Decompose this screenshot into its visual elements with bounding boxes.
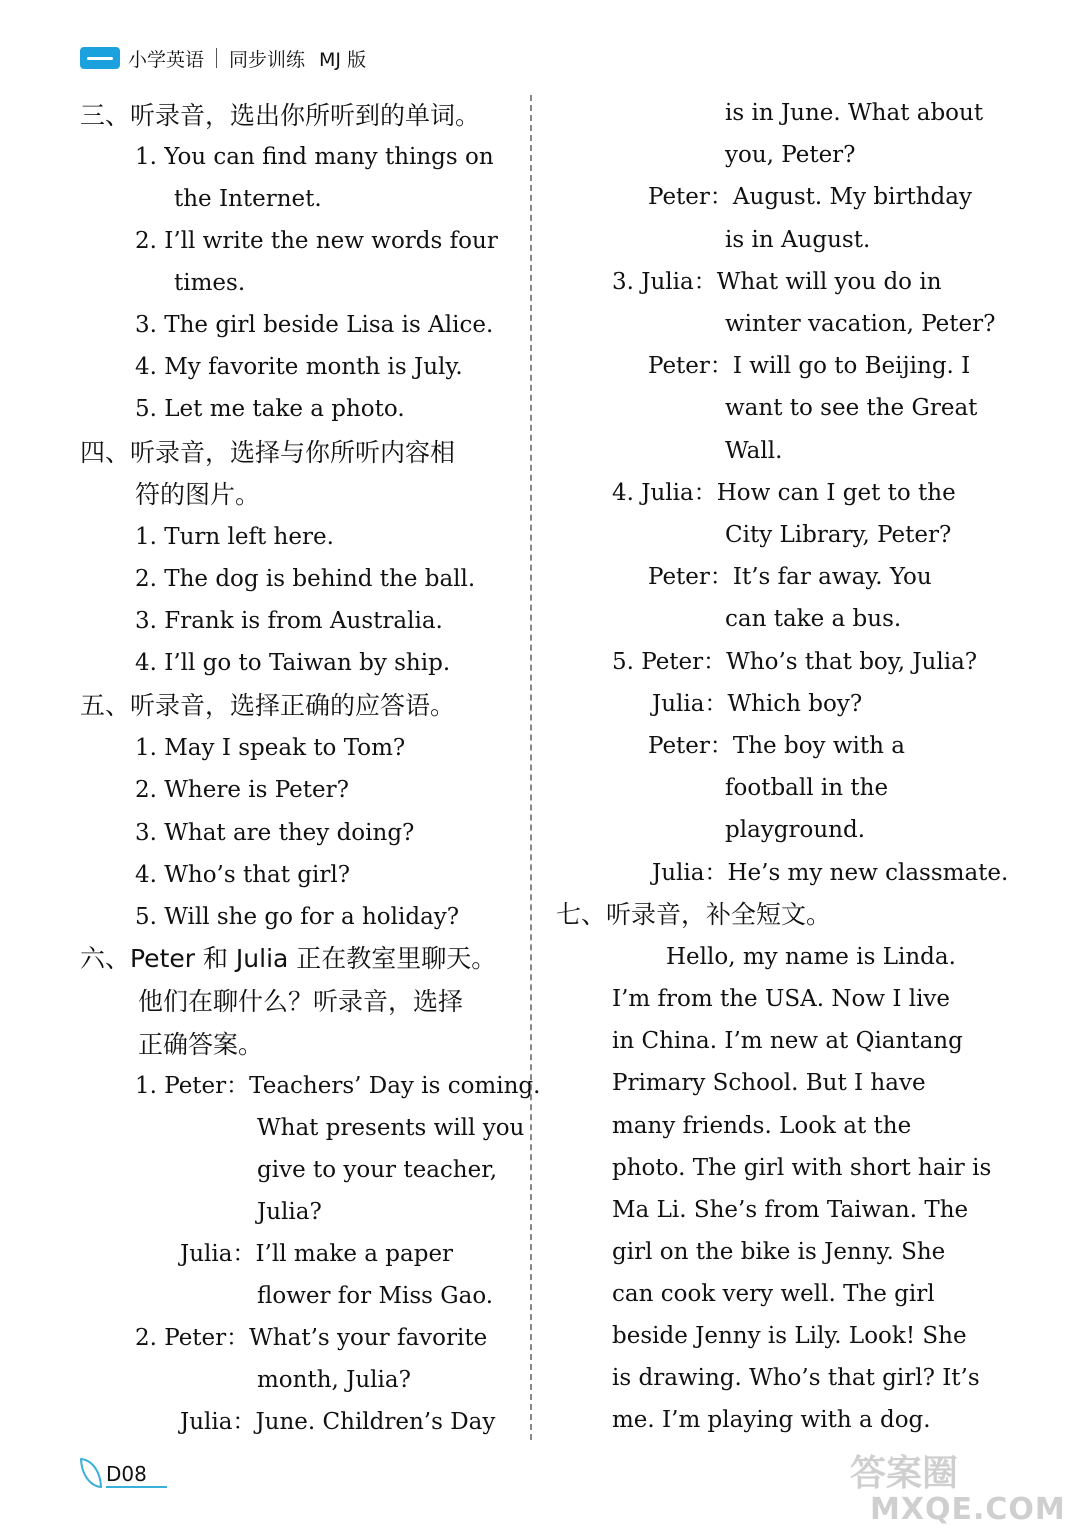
leaf-icon bbox=[80, 1458, 102, 1488]
s6-d2-line-a: 2. Peter：What’s your favorite bbox=[135, 1325, 488, 1351]
s6-d1-line-f: flower for Miss Gao. bbox=[257, 1283, 494, 1309]
passage-line-5: many friends. Look at the bbox=[612, 1113, 912, 1139]
r-line-8: want to see the Great bbox=[725, 395, 978, 421]
r-line-2: you, Peter? bbox=[725, 142, 856, 168]
section-6-title-2: 他们在聊什么？听录音，选择 bbox=[138, 987, 464, 1016]
s5-item-2: 2. Where is Peter? bbox=[135, 777, 349, 803]
s5-item-1: 1. May I speak to Tom? bbox=[135, 735, 406, 761]
s6-d2-line-b: month, Julia? bbox=[257, 1367, 411, 1393]
s3-item-1b: the Internet. bbox=[174, 186, 322, 212]
s3-item-3: 3. The girl beside Lisa is Alice. bbox=[135, 312, 494, 338]
s5-item-4: 4. Who’s that girl? bbox=[135, 862, 351, 888]
page-header bbox=[80, 44, 366, 72]
s4-item-1: 1. Turn left here. bbox=[135, 524, 334, 550]
s3-item-1a: 1. You can find many things on bbox=[135, 144, 494, 170]
r-line-3: Peter：August. My birthday bbox=[648, 184, 972, 210]
page-footer bbox=[80, 1458, 167, 1488]
s4-item-3: 3. Frank is from Australia. bbox=[135, 608, 443, 634]
r-line-4: is in August. bbox=[725, 227, 871, 253]
r-line-13: can take a bus. bbox=[725, 606, 902, 632]
passage-line-7: Ma Li. She’s from Taiwan. The bbox=[612, 1197, 969, 1223]
s6-d1-line-c: give to your teacher, bbox=[257, 1157, 498, 1183]
r-line-12: Peter：It’s far away. You bbox=[648, 564, 932, 590]
passage-line-3: in China. I’m new at Qiantang bbox=[612, 1028, 963, 1054]
r-line-17: football in the bbox=[725, 775, 889, 801]
s4-item-2: 2. The dog is behind the ball. bbox=[135, 566, 476, 592]
passage-line-8: girl on the bike is Jenny. She bbox=[612, 1239, 946, 1265]
r-line-10: 4. Julia：How can I get to the bbox=[612, 480, 956, 506]
r-line-5: 3. Julia：What will you do in bbox=[612, 269, 942, 295]
watermark-top: 答案圈 bbox=[850, 1453, 959, 1494]
s6-d1-line-a: 1. Peter：Teachers’ Day is coming. bbox=[135, 1073, 541, 1099]
book-title: 同步训练 bbox=[229, 48, 306, 71]
s5-item-3: 3. What are they doing? bbox=[135, 820, 415, 846]
r-line-11: City Library, Peter? bbox=[725, 522, 952, 548]
r-line-16: Peter：The boy with a bbox=[648, 733, 905, 759]
passage-line-1: Hello, my name is Linda. bbox=[666, 944, 956, 970]
passage-line-11: is drawing. Who’s that girl? It’s bbox=[612, 1365, 980, 1391]
s6-d1-line-e: Julia：I’ll make a paper bbox=[180, 1241, 454, 1267]
passage-line-4: Primary School. But I have bbox=[612, 1070, 926, 1096]
edition-label: MJ 版 bbox=[319, 48, 367, 71]
section-6-title-1: 六、Peter 和 Julia 正在教室里聊天。 bbox=[80, 944, 497, 973]
r-line-1: is in June. What about bbox=[725, 100, 984, 126]
publisher-logo-icon bbox=[80, 47, 120, 69]
s3-item-2b: times. bbox=[174, 270, 246, 296]
passage-line-10: beside Jenny is Lily. Look! She bbox=[612, 1323, 967, 1349]
r-line-6: winter vacation, Peter? bbox=[725, 311, 996, 337]
section-4-title-1: 四、听录音，选择与你所听内容相 bbox=[80, 438, 456, 467]
s5-item-5: 5. Will she go for a holiday? bbox=[135, 904, 460, 930]
s3-item-4: 4. My favorite month is July. bbox=[135, 354, 463, 380]
r-line-14: 5. Peter：Who’s that boy, Julia? bbox=[612, 649, 978, 675]
r-line-7: Peter：I will go to Beijing. I bbox=[648, 353, 971, 379]
header-separator bbox=[216, 48, 217, 68]
s3-item-2a: 2. I’ll write the new words four bbox=[135, 228, 498, 254]
page-number: D08 bbox=[106, 1462, 167, 1488]
watermark-bottom: MXQE.COM bbox=[870, 1492, 1066, 1527]
s4-item-4: 4. I’ll go to Taiwan by ship. bbox=[135, 650, 451, 676]
r-line-15: Julia：Which boy? bbox=[652, 691, 863, 717]
s3-item-5: 5. Let me take a photo. bbox=[135, 396, 405, 422]
section-7-title: 七、听录音，补全短文。 bbox=[556, 900, 832, 929]
section-3-title: 三、听录音，选出你所听到的单词。 bbox=[80, 101, 481, 130]
s6-d1-line-b: What presents will you bbox=[257, 1115, 525, 1141]
passage-line-2: I’m from the USA. Now I live bbox=[612, 986, 951, 1012]
r-line-9: Wall. bbox=[725, 438, 783, 464]
passage-line-12: me. I’m playing with a dog. bbox=[612, 1407, 931, 1433]
passage-line-9: can cook very well. The girl bbox=[612, 1281, 935, 1307]
section-6-title-3: 正确答案。 bbox=[138, 1030, 264, 1059]
passage-line-6: photo. The girl with short hair is bbox=[612, 1155, 992, 1181]
section-4-title-2: 符的图片。 bbox=[135, 480, 261, 509]
s6-d1-line-d: Julia? bbox=[257, 1199, 322, 1225]
r-line-19: Julia：He’s my new classmate. bbox=[652, 860, 1009, 886]
section-5-title: 五、听录音，选择正确的应答语。 bbox=[80, 691, 456, 720]
column-divider bbox=[530, 95, 532, 1440]
series-name: 小学英语 bbox=[128, 48, 205, 71]
r-line-18: playground. bbox=[725, 817, 866, 843]
s6-d2-line-c: Julia：June. Children’s Day bbox=[180, 1409, 496, 1435]
